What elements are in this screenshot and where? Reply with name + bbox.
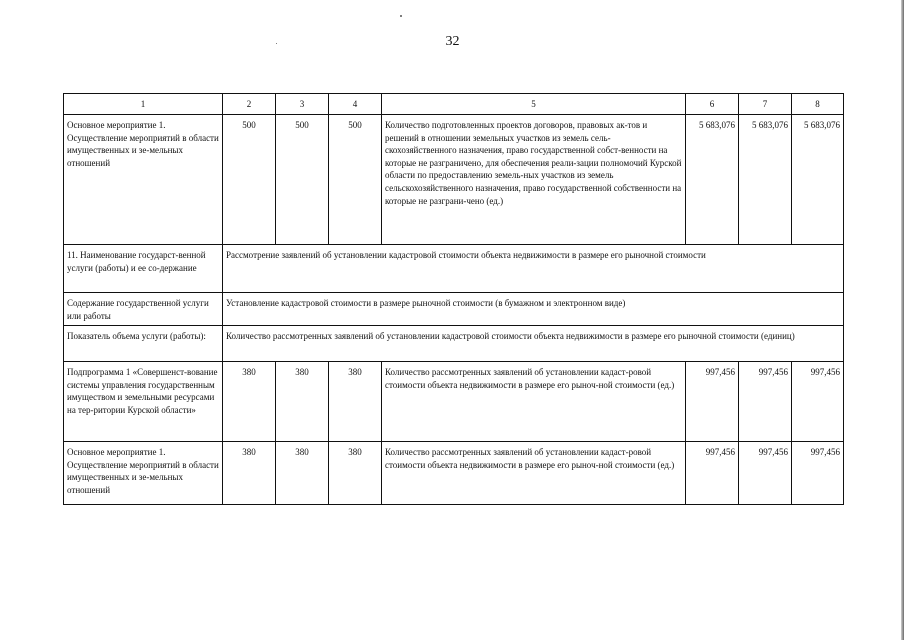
row-value: 380 bbox=[223, 442, 276, 505]
scan-edge-shadow bbox=[901, 0, 904, 640]
row-amount: 5 683,076 bbox=[792, 115, 844, 245]
row-value: 380 bbox=[276, 442, 329, 505]
row-value: 380 bbox=[276, 362, 329, 442]
page-number: 32 bbox=[445, 34, 460, 49]
service-content-value: Установление кадастровой стоимости в размере рыночной стоимости (в бумажном и электронном виде) bbox=[223, 293, 844, 326]
row-amount: 997,456 bbox=[792, 362, 844, 442]
row-amount: 997,456 bbox=[686, 442, 739, 505]
row-value: 380 bbox=[223, 362, 276, 442]
row-amount: 997,456 bbox=[792, 442, 844, 505]
column-number: 5 bbox=[382, 94, 686, 115]
service-volume-row bbox=[64, 326, 844, 362]
column-number: 1 bbox=[64, 94, 223, 115]
scan-speck bbox=[400, 15, 402, 17]
service-content-row bbox=[64, 293, 844, 326]
row-value: 500 bbox=[223, 115, 276, 245]
table-row bbox=[64, 442, 844, 505]
row-indicator: Количество рассмотренных заявлений об установлении кадаст-ровой стоимости объекта недвижимости в размере его рыноч-ной стоимости (ед.) bbox=[382, 442, 686, 505]
row-name: Подпрограмма 1 «Совершенст-вование системы управления государственным имуществом и земельными ресурсами на тер-ритории Курской области» bbox=[64, 362, 223, 442]
column-number: 2 bbox=[223, 94, 276, 115]
row-name: Основное мероприятие 1. Осуществление мероприятий в области имущественных и зе-мельных отношений bbox=[64, 115, 223, 245]
service-name-label: 11. Наименование государст-венной услуги (работы) и ее со-держание bbox=[64, 245, 223, 293]
row-indicator: Количество подготовленных проектов договоров, правовых ак-тов и решений в отношении земельных участков из земель сель-скохозяйственного назначения, право государственной собст-венности на которые не разграничено, для обеспечения реали-зации полномочий Курской области по предоставлению земель-ных участков из земель сельскохозяйственного назначения, право государственной собственности на которые не разграни-чено (ед.) bbox=[382, 115, 686, 245]
row-amount: 997,456 bbox=[686, 362, 739, 442]
column-number: 4 bbox=[329, 94, 382, 115]
service-name-row bbox=[64, 245, 844, 293]
row-amount: 5 683,076 bbox=[686, 115, 739, 245]
row-name: Основное мероприятие 1. Осуществление мероприятий в области имущественных и зе-мельных отношений bbox=[64, 442, 223, 505]
row-value: 500 bbox=[329, 115, 382, 245]
program-table bbox=[63, 93, 844, 505]
service-content-label: Содержание государственной услуги или работы bbox=[64, 293, 223, 326]
table-row bbox=[64, 362, 844, 442]
row-amount: 997,456 bbox=[739, 362, 792, 442]
column-number: 3 bbox=[276, 94, 329, 115]
row-value: 380 bbox=[329, 442, 382, 505]
column-number-row bbox=[64, 94, 844, 115]
row-amount: 5 683,076 bbox=[739, 115, 792, 245]
column-number: 7 bbox=[739, 94, 792, 115]
row-value: 380 bbox=[329, 362, 382, 442]
table-row bbox=[64, 115, 844, 245]
row-amount: 997,456 bbox=[739, 442, 792, 505]
row-indicator: Количество рассмотренных заявлений об установлении кадаст-ровой стоимости объекта недвижимости в размере его рыноч-ной стоимости (ед.) bbox=[382, 362, 686, 442]
service-name-value: Рассмотрение заявлений об установлении кадастровой стоимости объекта недвижимости в размере его рыночной стоимости bbox=[223, 245, 844, 293]
row-value: 500 bbox=[276, 115, 329, 245]
column-number: 8 bbox=[792, 94, 844, 115]
service-volume-value: Количество рассмотренных заявлений об установлении кадастровой стоимости объекта недвижимости в размере его рыночной стоимости (единиц) bbox=[223, 326, 844, 362]
service-volume-label: Показатель объема услуги (работы): bbox=[64, 326, 223, 362]
column-number: 6 bbox=[686, 94, 739, 115]
